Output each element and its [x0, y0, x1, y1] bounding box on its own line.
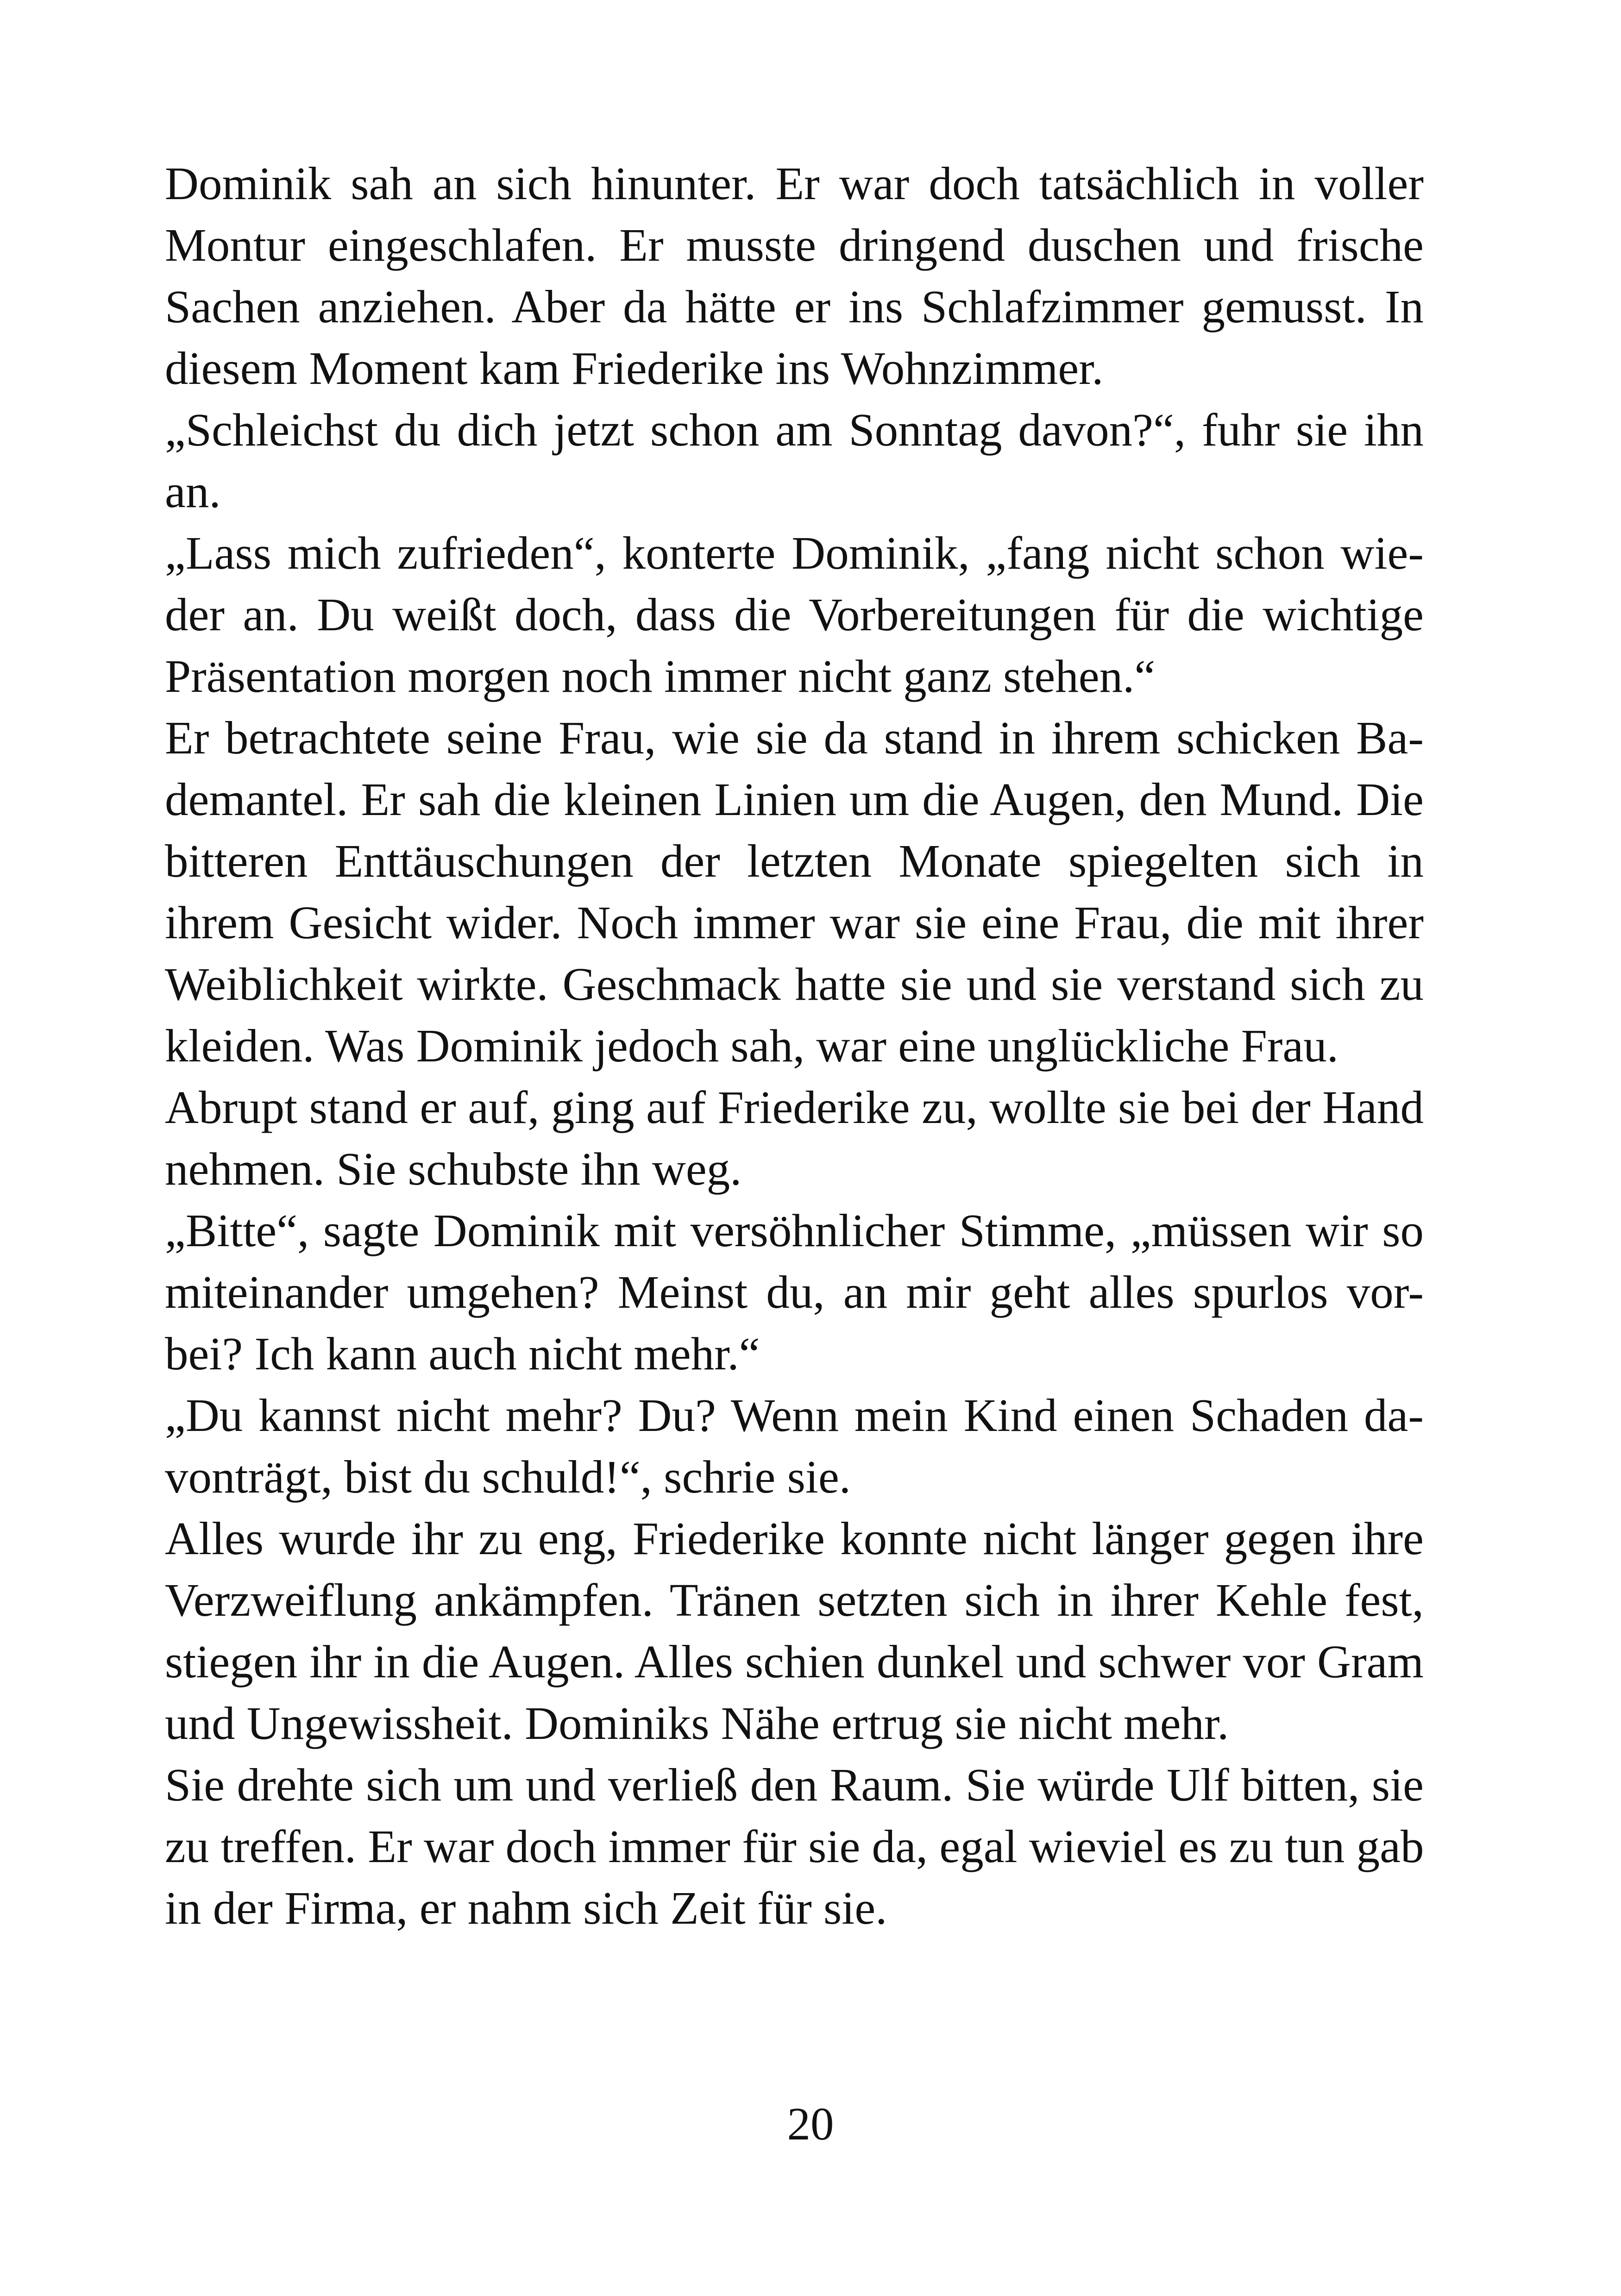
text-line: Alles wurde ihr zu eng, Friederike konnte nicht länger gegen ihre	[165, 1512, 1424, 1564]
text-line: Weiblichkeit wirkte. Geschmack hatte sie und sie verstand sich zu	[165, 958, 1424, 1010]
text-line: miteinander umgehen? Meinst du, an mir geht alles spurlos vor-	[165, 1266, 1424, 1318]
paragraph	[165, 522, 1424, 707]
text-line: Sachen anziehen. Aber da hätte er ins Schlafzimmer gemusst. In	[165, 281, 1424, 332]
paragraph	[165, 153, 1424, 399]
text-line: nehmen. Sie schubste ihn weg.	[165, 1143, 742, 1195]
text-line: Er betrachtete seine Frau, wie sie da stand in ihrem schicken Ba-	[165, 712, 1424, 764]
text-line: und Ungewissheit. Dominiks Nähe ertrug sie nicht mehr.	[165, 1697, 1229, 1749]
text-line: bitteren Enttäuschungen der letzten Monate spiegelten sich in	[165, 835, 1424, 887]
text-line: „Du kannst nicht mehr? Du? Wenn mein Kind einen Schaden da-	[165, 1389, 1424, 1441]
page-number: 20	[787, 2098, 834, 2150]
text-line: vonträgt, bist du schuld!“, schrie sie.	[165, 1451, 851, 1503]
text-line: zu treffen. Er war doch immer für sie da, egal wieviel es zu tun gab	[165, 1820, 1424, 1872]
paragraph	[165, 1754, 1424, 1939]
text-line: Montur eingeschlafen. Er musste dringend duschen und frische	[165, 219, 1424, 271]
text-line: Dominik sah an sich hinunter. Er war doch tatsächlich in voller	[165, 157, 1424, 209]
text-line: demantel. Er sah die kleinen Linien um die Augen, den Mund. Die	[165, 773, 1424, 825]
body-text	[165, 153, 1424, 1939]
paragraph	[165, 399, 1424, 522]
text-line: Sie drehte sich um und verließ den Raum. Sie würde Ulf bitten, sie	[165, 1759, 1424, 1811]
text-line: an.	[165, 465, 221, 517]
paragraph	[165, 1385, 1424, 1508]
text-line: stiegen ihr in die Augen. Alles schien dunkel und schwer vor Gram	[165, 1636, 1424, 1687]
text-line: „Lass mich zufrieden“, konterte Dominik, „fang nicht schon wie-	[165, 527, 1424, 579]
text-line: kleiden. Was Dominik jedoch sah, war eine unglückliche Frau.	[165, 1020, 1338, 1072]
text-line: in der Firma, er nahm sich Zeit für sie.	[165, 1882, 887, 1934]
text-line: Abrupt stand er auf, ging auf Friederike zu, wollte sie bei der Hand	[165, 1081, 1424, 1133]
text-line: der an. Du weißt doch, dass die Vorbereitungen für die wichtige	[165, 589, 1424, 640]
paragraph	[165, 1200, 1424, 1385]
text-line: ihrem Gesicht wider. Noch immer war sie eine Frau, die mit ihrer	[165, 897, 1424, 948]
text-line: „Schleichst du dich jetzt schon am Sonntag davon?“, fuhr sie ihn	[165, 404, 1424, 456]
text-line: Verzweiflung ankämpfen. Tränen setzten sich in ihrer Kehle fest,	[165, 1574, 1424, 1626]
text-line: Präsentation morgen noch immer nicht ganz stehen.“	[165, 650, 1156, 702]
paragraph	[165, 707, 1424, 1077]
paragraph	[165, 1508, 1424, 1754]
text-line: diesem Moment kam Friederike ins Wohnzimmer.	[165, 342, 1104, 394]
paragraph	[165, 1077, 1424, 1200]
text-line: bei? Ich kann auch nicht mehr.“	[165, 1328, 760, 1380]
text-line: „Bitte“, sagte Dominik mit versöhnlicher Stimme, „müssen wir so	[165, 1204, 1424, 1256]
